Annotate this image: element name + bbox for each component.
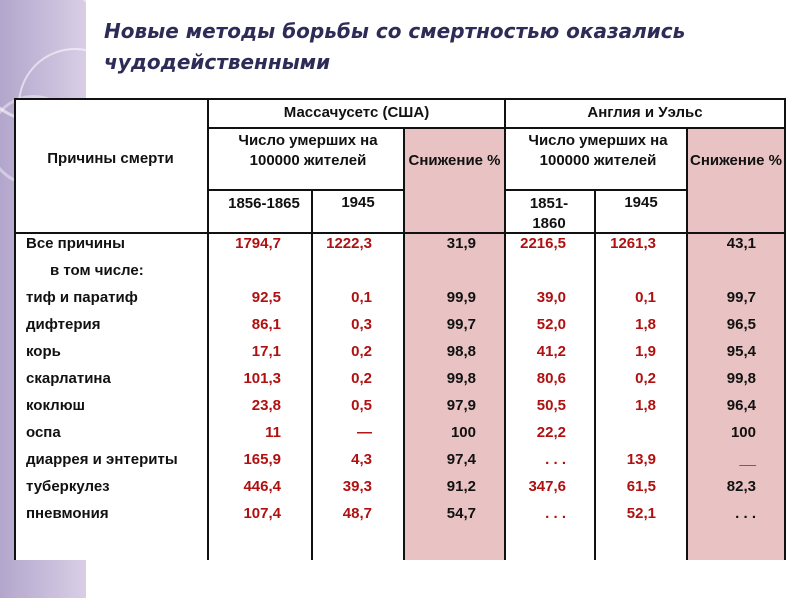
value-cell: 82,3 [726, 478, 756, 495]
cause-label: тиф и паратиф [26, 289, 138, 306]
value-cell: 17,1 [251, 343, 281, 360]
value-cell: 1794,7 [235, 235, 281, 252]
value-cell: 100 [450, 424, 476, 441]
value-cell: . . . [545, 451, 566, 468]
value-cell: 99,7 [446, 316, 476, 333]
value-cell: 99,7 [726, 289, 756, 306]
row-header-label: Причины смерти [47, 150, 174, 167]
cause-label: пневмония [26, 505, 109, 522]
cause-label: в том числе: [50, 262, 144, 279]
header-bottom-divider [14, 232, 786, 234]
value-cell: . . . [735, 505, 756, 522]
value-cell: 4,3 [351, 451, 372, 468]
value-cell: 48,7 [342, 505, 372, 522]
value-cell: 22,2 [536, 424, 566, 441]
value-cell: 61,5 [626, 478, 656, 495]
value-cell: 1261,3 [610, 235, 656, 252]
value-cell: 41,2 [536, 343, 566, 360]
value-cell: 1222,3 [326, 235, 372, 252]
cause-label: туберкулез [26, 478, 110, 495]
group-header-massachusetts: Массачусетс (США) [283, 104, 430, 121]
value-cell: 31,9 [446, 235, 476, 252]
decline-percent-header: Снижение % [408, 152, 501, 169]
slide-title: Новые методы борьбы со смертностью оказались чудодейственными [104, 19, 686, 74]
year-header: 1945 [624, 194, 658, 211]
value-cell: 96,5 [726, 316, 756, 333]
value-cell: 39,0 [536, 289, 566, 306]
value-cell: 23,8 [251, 397, 281, 414]
deaths-per-100000-header: Число умерших на 100000 жителей [238, 132, 378, 169]
cause-label: дифтерия [26, 316, 101, 333]
cause-label: диаррея и энтериты [26, 451, 178, 468]
value-cell: — [357, 424, 372, 441]
value-cell: 97,9 [446, 397, 476, 414]
value-cell: 0,5 [351, 397, 372, 414]
value-cell: 0,1 [351, 289, 372, 306]
value-cell: 95,4 [726, 343, 756, 360]
value-cell: 0,2 [351, 370, 372, 387]
header-divider [207, 189, 404, 191]
header-divider [207, 127, 786, 129]
year-header: 1856-1865 [228, 195, 300, 212]
value-cell: 446,4 [243, 478, 281, 495]
value-cell: 0,3 [351, 316, 372, 333]
value-cell: 347,6 [528, 478, 566, 495]
value-cell: 99,8 [726, 370, 756, 387]
value-cell: 39,3 [342, 478, 372, 495]
value-cell: 107,4 [243, 505, 281, 522]
mortality-table [14, 98, 786, 560]
value-cell: 97,4 [446, 451, 476, 468]
deaths-per-100000-header: Число умерших на 100000 жителей [528, 132, 668, 169]
cause-label: коклюш [26, 397, 86, 414]
value-cell: __ [739, 451, 756, 468]
value-cell: 50,5 [536, 397, 566, 414]
value-cell: 91,2 [446, 478, 476, 495]
value-cell: 0,2 [635, 370, 656, 387]
value-cell: 0,1 [635, 289, 656, 306]
value-cell: 99,9 [446, 289, 476, 306]
value-cell: 2216,5 [520, 235, 566, 252]
year-header: 1945 [341, 194, 375, 211]
value-cell: 80,6 [536, 370, 566, 387]
value-cell: 101,3 [243, 370, 281, 387]
year-header: 1851-1860 [529, 195, 569, 232]
cause-label: Все причины [26, 235, 125, 252]
table-border-top [14, 98, 786, 100]
header-divider [504, 189, 688, 191]
value-cell: 165,9 [243, 451, 281, 468]
value-cell: 11 [265, 424, 281, 441]
value-cell: 52,1 [626, 505, 656, 522]
cause-label: оспа [26, 424, 61, 441]
value-cell: 43,1 [726, 235, 756, 252]
decline-percent-header: Снижение % [689, 152, 783, 169]
value-cell: 0,2 [351, 343, 372, 360]
value-cell: 98,8 [446, 343, 476, 360]
value-cell: 1,9 [635, 343, 656, 360]
cause-label: корь [26, 343, 61, 360]
value-cell: 92,5 [251, 289, 281, 306]
value-cell: 86,1 [251, 316, 281, 333]
cause-label: скарлатина [26, 370, 111, 387]
value-cell: . . . [545, 505, 566, 522]
value-cell: 13,9 [626, 451, 656, 468]
value-cell: 54,7 [446, 505, 476, 522]
value-cell: 100 [730, 424, 756, 441]
group-header-england-wales: Англия и Уэльс [587, 104, 703, 121]
value-cell: 52,0 [536, 316, 566, 333]
value-cell: 96,4 [726, 397, 756, 414]
value-cell: 1,8 [635, 397, 656, 414]
table-border-right [784, 98, 786, 560]
value-cell: 1,8 [635, 316, 656, 333]
value-cell: 99,8 [446, 370, 476, 387]
